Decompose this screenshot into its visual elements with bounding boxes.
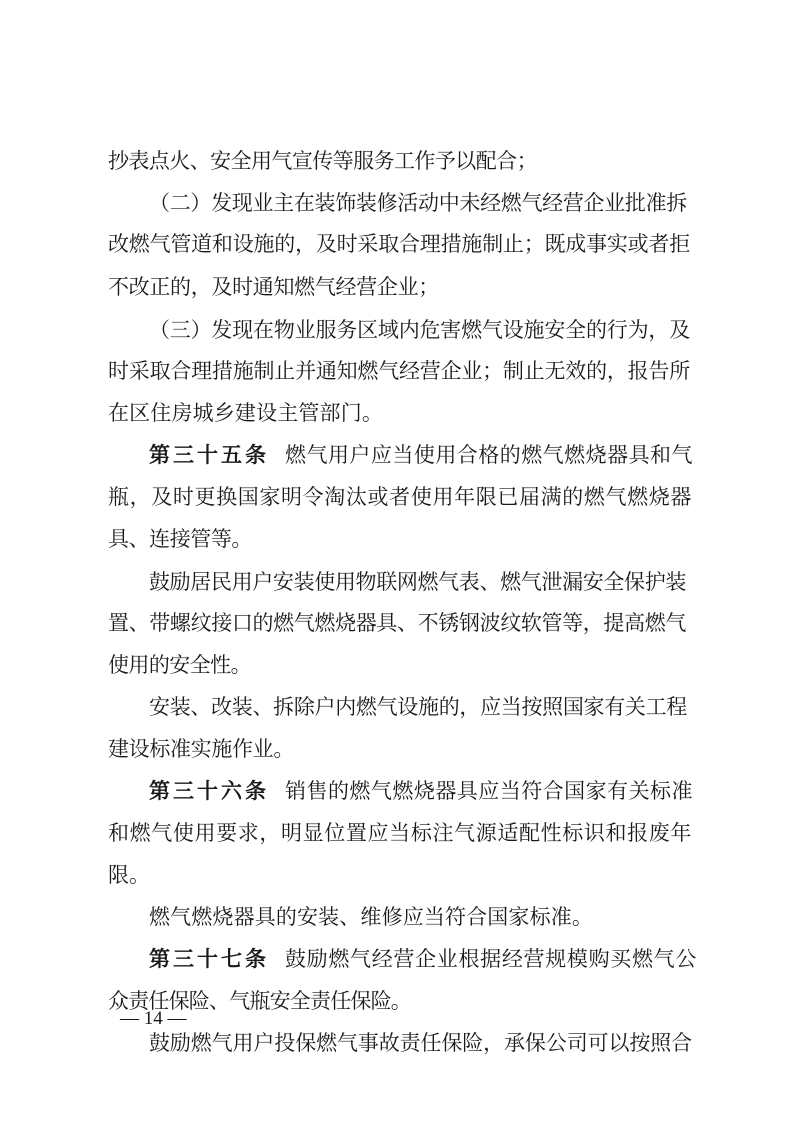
line-text: 燃气燃烧器具的安装、维修应当符合国家标准。	[149, 905, 593, 929]
article-heading: 第三十六条	[149, 779, 269, 803]
text-line	[0, 349, 793, 393]
line-text: 安装、改装、拆除户内燃气设施的，应当按照国家有关工程	[149, 695, 687, 719]
line-text: 鼓励燃气用户投保燃气事故责任保险，承保公司可以按照合	[149, 1031, 692, 1055]
line-text: 燃气用户应当使用合格的燃气燃烧器具和气	[285, 443, 693, 467]
line-text: 瓶，及时更换国家明令淘汰或者使用年限已届满的燃气燃烧器	[108, 485, 692, 509]
line-text: 使用的安全性。	[108, 653, 251, 677]
article-line	[0, 937, 793, 981]
text-line	[0, 643, 793, 687]
line-text: 鼓励居民用户安装使用物联网燃气表、燃气泄漏安全保护装	[149, 570, 686, 594]
line-text: 置、带螺纹接口的燃气燃烧器具、不锈钢波纹软管等，提高燃气	[108, 611, 686, 635]
text-line	[0, 811, 793, 855]
page-number: — 14 —	[120, 1008, 187, 1029]
text-line	[0, 979, 793, 1023]
line-text: 不改正的，及时通知燃气经营企业；	[108, 275, 439, 299]
text-line	[0, 560, 793, 604]
line-text: （三）发现在物业服务区域内危害燃气设施安全的行为，及	[149, 318, 690, 342]
text-line	[0, 517, 793, 561]
article-line	[0, 433, 793, 477]
line-text: 在区住房城乡建设主管部门。	[108, 401, 383, 425]
text-line	[0, 685, 793, 729]
article-heading: 第三十七条	[149, 947, 269, 971]
text-line	[0, 601, 793, 645]
line-text: 时采取合理措施制止并通知燃气经营企业；制止无效的，报告所	[108, 359, 690, 383]
line-text: 限。	[108, 863, 150, 887]
text-line	[0, 181, 793, 225]
text-line	[0, 853, 793, 897]
line-text: 具、连接管等。	[108, 527, 252, 551]
line-text: （二）发现业主在装饰装修活动中未经燃气经营企业批准拆	[149, 191, 687, 215]
text-line	[0, 265, 793, 309]
line-text: 改燃气管道和设施的，及时采取合理措施制止；既成事实或者拒	[108, 232, 690, 256]
text-line	[0, 727, 793, 771]
line-text: 建设标准实施作业。	[108, 737, 294, 761]
line-text: 鼓励燃气经营企业根据经营规模购买燃气公	[285, 947, 697, 971]
line-text: 销售的燃气燃烧器具应当符合国家有关标准	[285, 779, 693, 803]
text-line	[0, 139, 793, 183]
article-heading: 第三十五条	[149, 443, 269, 467]
text-line	[0, 1021, 793, 1065]
text-line	[0, 222, 793, 266]
line-text: 众责任保险、气瓶安全责任保险。	[108, 989, 411, 1013]
text-line	[0, 895, 793, 939]
text-line	[0, 308, 793, 352]
article-line	[0, 769, 793, 813]
line-text: 和燃气使用要求，明显位置应当标注气源适配性标识和报废年	[108, 821, 692, 845]
line-text: 抄表点火、安全用气宣传等服务工作予以配合；	[108, 149, 537, 173]
text-line	[0, 475, 793, 519]
text-line	[0, 391, 793, 435]
